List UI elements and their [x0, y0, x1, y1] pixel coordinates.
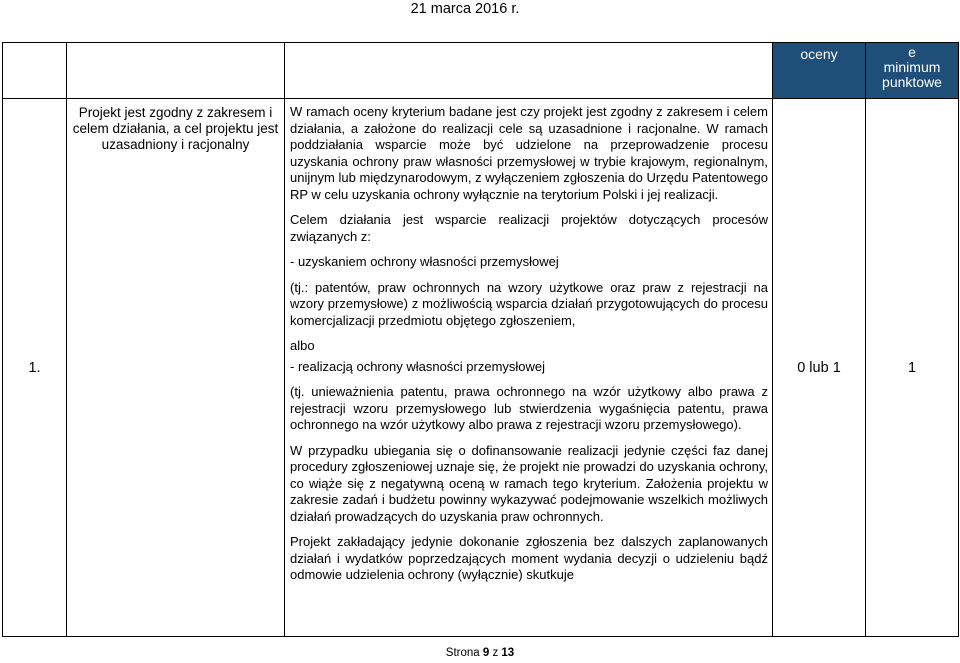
definition-paragraph: Projekt zakładający jedynie dokonanie zgłoszenia bez dalszych zaplanowanych działań i wydatków poprzedzających moment wydania decyzji o udzieleniu bądź odmowie udzielenia ochrony (wyłącznie) skutkuje	[290, 534, 768, 582]
document-date: 21 marca 2016 r.	[410, 1, 520, 17]
table-header-row	[3, 43, 959, 99]
footer-page-number: 9	[482, 647, 490, 659]
definition-paragraph: Celem działania jest wsparcie realizacji projektów dotyczących procesów związanych z:	[290, 212, 768, 244]
definition-paragraph: (tj.: patentów, praw ochronnych na wzory użytkowe oraz praw z rejestracji na wzory przemysłowe) z możliwością wsparcia działań przygotowujących do procesu komercjalizacji przedmiotu objętego zgłoszeniem,	[290, 279, 768, 328]
definition-paragraph: - realizacją ochrony własności przemysłowej	[290, 358, 546, 374]
definition-paragraph: - uzyskaniem ochrony własności przemysłowej	[290, 254, 559, 269]
table-row	[3, 99, 959, 637]
row-number: 1.	[3, 99, 67, 637]
definition-paragraph: (tj. unieważnienia patentu, prawa ochronnego na wzór użytkowy albo prawa z rejestracji wzoru przemysłowego lub stwierdzenia wygaśnięcia patentu, prawa ochronnego na wzór użytkowy albo prawa z rejestracji wzoru przemysłowego).	[290, 384, 768, 432]
footer-prefix: Strona	[445, 647, 483, 659]
header-scoring-label: oceny	[800, 46, 838, 62]
criterion-definition	[285, 99, 773, 637]
footer-separator: z	[489, 647, 502, 659]
header-minimum-line3: punktowe	[882, 74, 942, 90]
page-footer	[0, 647, 960, 659]
header-cell-criterion	[67, 43, 285, 99]
footer-page-total: 13	[501, 647, 515, 659]
header-cell-definition	[285, 43, 773, 99]
header-cell-number	[3, 43, 67, 99]
scoring-method: 0 lub 1	[773, 99, 866, 637]
definition-paragraph: W przypadku ubiegania się o dofinansowanie realizacji jedynie części faz danej procedury zgłoszeniowej uznaje się, że projekt nie prowadzi do uzyskania ochrony, co wiąże się z negatywną oceną w ramach tego kryterium. Założenia projektu w zakresie zadań i budżetu powinny wykazywać podejmowanie wszelkich możliwych działań prowadzących do uzyskania praw ochronnych.	[290, 442, 768, 524]
minimum-score: 1	[866, 99, 959, 637]
header-cell-scoring	[773, 43, 866, 99]
criterion-name: Projekt jest zgodny z zakresem i celem działania, a cel projektu jest uzasadniony i racjonalny	[67, 99, 285, 637]
definition-paragraph: W ramach oceny kryterium badane jest czy projekt jest zgodny z zakresem i celem działania, a założone do realizacji cele są uzasadnione i racjonalne. W ramach poddziałania wsparcie może być udzielone na przeprowadzenie procesu uzyskania ochrony praw własności przemysłowej w trybie krajowym, regionalnym, unijnym lub międzynarodowym, z wyłączeniem zgłoszenia do Urzędu Patentowego RP w celu uzyskania ochrony wyłącznie na terytorium Polski i jej realizacji.	[290, 104, 768, 202]
header-minimum-line2: minimum	[883, 59, 941, 75]
header-cell-minimum	[866, 43, 959, 99]
definition-paragraph: albo	[290, 338, 315, 353]
criteria-table	[2, 42, 959, 637]
header-minimum-line1: e	[908, 44, 916, 60]
